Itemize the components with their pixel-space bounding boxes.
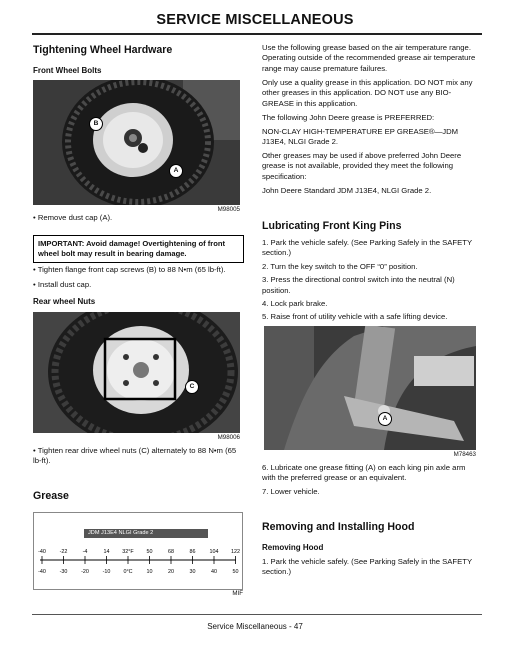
hood-step-1: 1. Park the vehicle safely. (See Parking Safely in the SAFETY section.) (262, 557, 472, 577)
fahrenheit-tick-label: 86 (189, 549, 196, 555)
celsius-tick-label: 30 (189, 569, 196, 575)
preferred-note: The following John Deere grease is PREFERRED: (262, 113, 435, 122)
footer-rule (32, 614, 482, 615)
tighten-rear: • Tighten rear drive wheel nuts (C) alternately to 88 N•m (65 lb-ft). (33, 446, 237, 466)
celsius-tick-label: -10 (102, 569, 111, 575)
rear-photo-caption: M98006 (217, 434, 240, 441)
king-step-4: 4. Lock park brake. (262, 299, 328, 309)
other-greases: Other greases may be used if above preferred John Deere grease is not available, provided they meet the following specification: (262, 151, 462, 181)
grease-temperature-chart (33, 512, 243, 590)
king-step-7: 7. Lower vehicle. (262, 487, 320, 496)
standard-spec: John Deere Standard JDM J13E4, NLGI Grade 2. (262, 186, 432, 195)
rear-wheel-nuts-heading: Rear wheel Nuts (33, 297, 96, 306)
tighten-flange: • Tighten flange front cap screws (B) to 88 N•m (65 lb-ft). (33, 265, 226, 274)
celsius-tick-label: 10 (146, 569, 153, 575)
grease-chart-svg (34, 513, 242, 589)
title-rule (32, 33, 482, 35)
fahrenheit-tick-label: 104 (209, 549, 219, 555)
page-footer: Service Miscellaneous - 47 (207, 622, 303, 631)
quality-note: Only use a quality grease in this application. DO NOT mix any other greases in this application. DO NOT use any BIO-GREASE in this application. (262, 78, 473, 108)
king-pin-illustration (264, 326, 476, 450)
celsius-tick-label: 20 (168, 569, 174, 575)
celsius-tick-label: 0°C (123, 569, 133, 575)
front-wheel-photo (33, 80, 240, 205)
celsius-tick-label: -40 (38, 569, 46, 575)
tightening-heading: Tightening Wheel Hardware (33, 44, 173, 56)
king-pin-steps (262, 238, 477, 323)
celsius-tick-label: -20 (81, 569, 89, 575)
rear-wheel-illustration (33, 312, 240, 433)
grease-intro: Use the following grease based on the air temperature range. Operating outside of the recommended grease air temperature range may cause premature failures. (262, 43, 476, 73)
callout-a-king-pin: A (378, 412, 392, 426)
grease-band-label: JDM J13E4 NLGI Grade 2 (88, 530, 154, 536)
callout-a: A (169, 164, 183, 178)
fahrenheit-tick-label: 122 (231, 549, 240, 555)
front-wheel-illustration (33, 80, 240, 205)
king-step-6: 6. Lubricate one grease fitting (A) on each king pin axle arm with the preferred grease or an equivalent. (262, 463, 466, 483)
hood-heading: Removing and Installing Hood (262, 521, 415, 533)
removing-hood-heading: Removing Hood (262, 543, 324, 552)
king-pin-photo (264, 326, 476, 450)
king-pin-caption: M78463 (453, 451, 476, 458)
fahrenheit-tick-label: 14 (103, 549, 110, 555)
rear-wheel-photo (33, 312, 240, 433)
king-step-2: 2. Turn the key switch to the OFF “0” position. (262, 261, 418, 271)
front-photo-caption: M98005 (217, 206, 240, 213)
install-dust-cap: • Install dust cap. (33, 280, 92, 289)
non-clay-grease: NON-CLAY HIGH-TEMPERATURE EP GREASE®—JDM J13E4, NLGI Grade 2. (262, 127, 459, 147)
remove-dust-cap: • Remove dust cap (A). (33, 213, 113, 222)
callout-b: B (89, 117, 103, 131)
fahrenheit-tick-label: -4 (82, 549, 88, 555)
fahrenheit-tick-label: -40 (38, 549, 46, 555)
callout-c: C (185, 380, 199, 394)
fahrenheit-tick-label: 50 (146, 549, 153, 555)
front-wheel-bolts-heading: Front Wheel Bolts (33, 66, 102, 75)
page-title: SERVICE MISCELLANEOUS (156, 12, 354, 28)
fahrenheit-tick-label: 68 (168, 549, 174, 555)
fahrenheit-tick-label: -22 (59, 549, 68, 555)
grease-heading: Grease (33, 490, 69, 502)
celsius-tick-label: 50 (232, 569, 239, 575)
king-step-1: 1. Park the vehicle safely. (See Parking Safely in the SAFETY section.) (262, 238, 472, 258)
grease-chart-caption: MIF (232, 590, 243, 597)
king-pins-heading: Lubricating Front King Pins (262, 220, 402, 232)
celsius-tick-label: -30 (59, 569, 68, 575)
king-step-5: 5. Raise front of utility vehicle with a safe lifting device. (262, 312, 448, 322)
important-note: IMPORTANT: Avoid damage! Overtightening of front wheel bolt may result in bearing damage. (33, 235, 244, 263)
fahrenheit-tick-label: 32°F (122, 549, 134, 555)
celsius-tick-label: 40 (211, 569, 217, 575)
king-step-3: 3. Press the directional control switch into the neutral (N) position. (262, 275, 455, 295)
